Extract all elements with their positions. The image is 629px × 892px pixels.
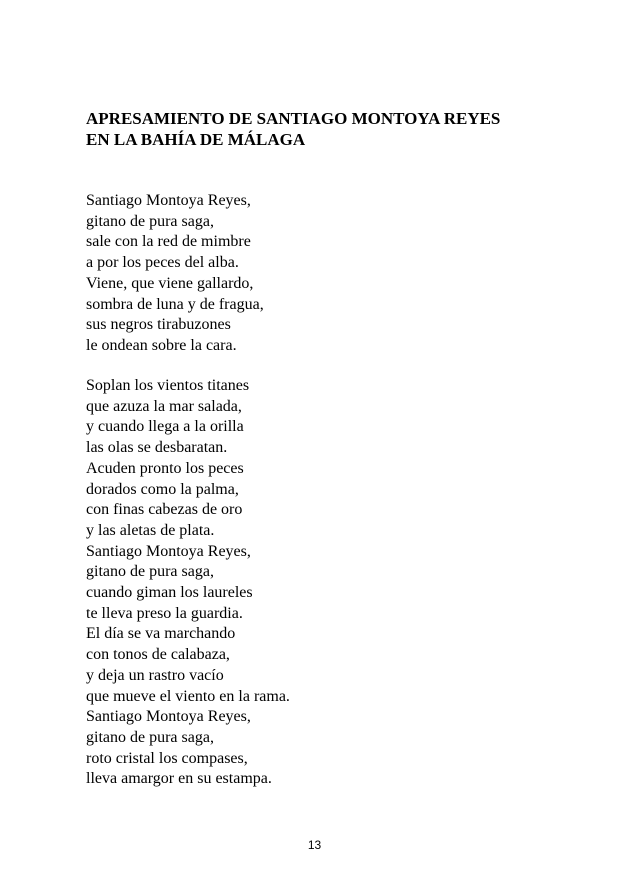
poem-line: Acuden pronto los peces — [86, 459, 244, 477]
poem-line: sombra de luna y de fragua, — [86, 295, 264, 313]
poem-line: cuando giman los laureles — [86, 584, 253, 602]
poem-line: lleva amargor en su estampa. — [86, 770, 272, 788]
poem-line: con tonos de calabaza, — [86, 646, 230, 664]
poem-line: y cuando llega a la orilla — [86, 418, 244, 436]
poem-line: gitano de pura saga, — [86, 563, 214, 581]
page-number: 13 — [307, 838, 322, 852]
poem-line: que azuza la mar salada, — [86, 397, 242, 415]
poem-line: y las aletas de plata. — [86, 521, 215, 539]
poem-line: El día se va marchando — [86, 625, 236, 643]
poem-line: sus negros tirabuzones — [86, 316, 231, 334]
poem-title — [86, 108, 500, 150]
poem-line: le ondean sobre la cara. — [86, 336, 237, 354]
poem-title-line: APRESAMIENTO DE SANTIAGO MONTOYA REYES — [86, 109, 501, 128]
poem-line: gitano de pura saga, — [86, 212, 214, 230]
poem-line: roto cristal los compases, — [86, 749, 248, 767]
poem-stanza-1 — [86, 191, 264, 357]
poem-line: las olas se desbaratan. — [86, 439, 228, 457]
poem-line: te lleva preso la guardia. — [86, 604, 243, 622]
poem-stanza-2 — [86, 376, 290, 790]
poem-line: Santiago Montoya Reyes, — [86, 708, 251, 726]
poem-line: gitano de pura saga, — [86, 728, 214, 746]
poem-line: dorados como la palma, — [86, 480, 239, 498]
poem-line: sale con la red de mimbre — [86, 233, 251, 251]
poem-title-line: EN LA BAHÍA DE MÁLAGA — [86, 130, 306, 149]
poem-line: que mueve el viento en la rama. — [86, 687, 290, 705]
poem-line: con finas cabezas de oro — [86, 501, 243, 519]
poem-line: Soplan los vientos titanes — [86, 377, 250, 394]
poem-line: y deja un rastro vacío — [86, 666, 224, 684]
poem-line: a por los peces del alba. — [86, 254, 239, 272]
poem-line: Santiago Montoya Reyes, — [86, 192, 251, 209]
poem-line: Santiago Montoya Reyes, — [86, 542, 251, 560]
poem-line: Viene, que viene gallardo, — [86, 274, 254, 292]
